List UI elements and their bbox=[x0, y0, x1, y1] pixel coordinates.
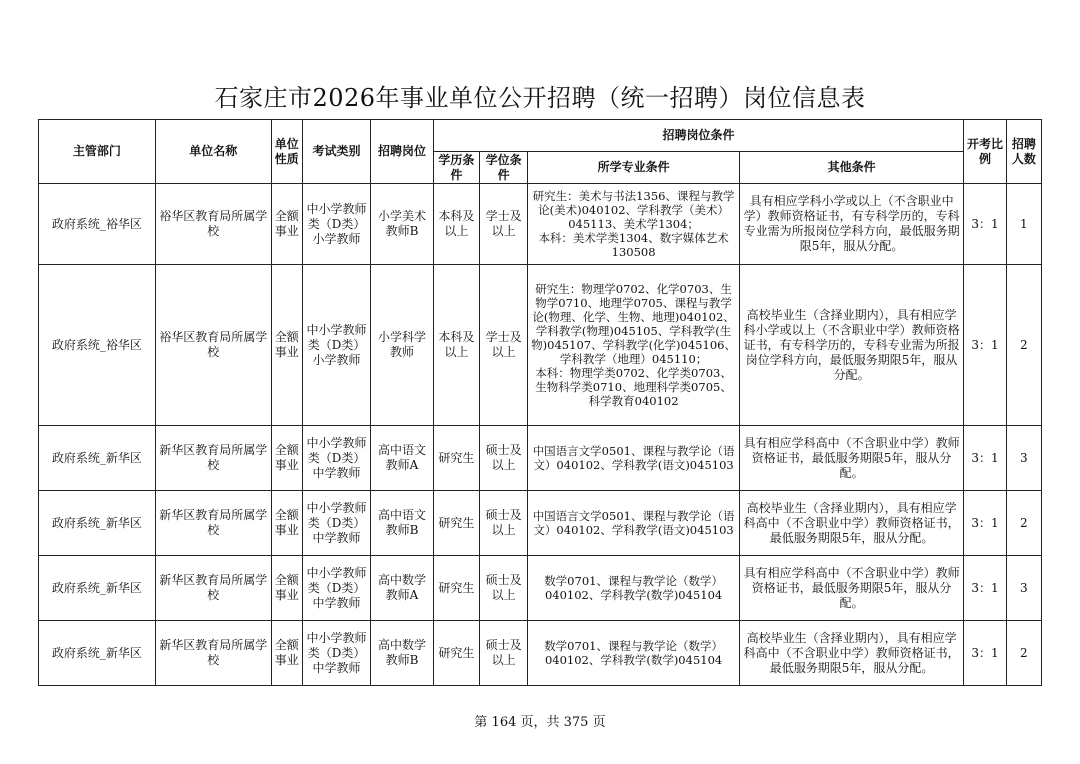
cell-count: 3 bbox=[1006, 556, 1041, 621]
header-major: 所学专业条件 bbox=[528, 152, 739, 184]
cell-education: 本科及以上 bbox=[433, 184, 479, 265]
cell-exam-type: 中小学教师类（D类）中学教师 bbox=[302, 621, 370, 686]
cell-unit: 新华区教育局所属学校 bbox=[155, 556, 271, 621]
cell-post: 高中语文教师A bbox=[371, 426, 433, 491]
cell-education: 研究生 bbox=[433, 426, 479, 491]
cell-degree: 硕士及以上 bbox=[480, 426, 528, 491]
cell-post: 高中数学教师B bbox=[371, 621, 433, 686]
header-ratio: 开考比例 bbox=[964, 120, 1006, 184]
cell-unit: 裕华区教育局所属学校 bbox=[155, 184, 271, 265]
cell-nature: 全额事业 bbox=[271, 426, 302, 491]
header-other: 其他条件 bbox=[739, 152, 964, 184]
header-education: 学历条件 bbox=[433, 152, 479, 184]
cell-degree: 学士及以上 bbox=[480, 265, 528, 426]
cell-ratio: 3：1 bbox=[964, 426, 1006, 491]
cell-major: 数学0701、课程与教学论（数学）040102、学科教学(数学)045104 bbox=[528, 556, 739, 621]
header-exam-type: 考试类别 bbox=[302, 120, 370, 184]
table-row bbox=[39, 184, 1042, 265]
cell-unit: 新华区教育局所属学校 bbox=[155, 426, 271, 491]
cell-ratio: 3：1 bbox=[964, 621, 1006, 686]
cell-education: 本科及以上 bbox=[433, 265, 479, 426]
cell-nature: 全额事业 bbox=[271, 621, 302, 686]
cell-major: 中国语言文学0501、课程与教学论（语文）040102、学科教学(语文)045103 bbox=[528, 491, 739, 556]
cell-post: 小学美术教师B bbox=[371, 184, 433, 265]
cell-education: 研究生 bbox=[433, 556, 479, 621]
cell-ratio: 3：1 bbox=[964, 265, 1006, 426]
header-dept: 主管部门 bbox=[39, 120, 156, 184]
page-title: 石家庄市2026年事业单位公开招聘（统一招聘）岗位信息表 bbox=[214, 84, 866, 112]
cell-degree: 学士及以上 bbox=[480, 184, 528, 265]
cell-nature: 全额事业 bbox=[271, 265, 302, 426]
cell-ratio: 3：1 bbox=[964, 184, 1006, 265]
cell-exam-type: 中小学教师类（D类）中学教师 bbox=[302, 491, 370, 556]
header-nature: 单位性质 bbox=[271, 120, 302, 184]
cell-count: 2 bbox=[1006, 265, 1041, 426]
cell-dept: 政府系统_新华区 bbox=[39, 556, 156, 621]
cell-exam-type: 中小学教师类（D类）小学教师 bbox=[302, 184, 370, 265]
job-table bbox=[38, 119, 1042, 686]
table-row bbox=[39, 265, 1042, 426]
cell-dept: 政府系统_新华区 bbox=[39, 491, 156, 556]
cell-degree: 硕士及以上 bbox=[480, 491, 528, 556]
cell-dept: 政府系统_新华区 bbox=[39, 621, 156, 686]
cell-education: 研究生 bbox=[433, 491, 479, 556]
cell-other: 具有相应学科高中（不含职业中学）教师资格证书，最低服务期限5年，服从分配。 bbox=[739, 426, 964, 491]
cell-unit: 新华区教育局所属学校 bbox=[155, 621, 271, 686]
header-conditions: 招聘岗位条件 bbox=[433, 120, 964, 152]
cell-major: 研究生：美术与书法1356、课程与教学论(美术)040102、学科教学（美术）045113、美术学1304； 本科：美术学类1304、数字媒体艺术130508 bbox=[528, 184, 739, 265]
cell-other: 具有相应学科高中（不含职业中学）教师资格证书，最低服务期限5年，服从分配。 bbox=[739, 556, 964, 621]
cell-ratio: 3：1 bbox=[964, 556, 1006, 621]
header-unit: 单位名称 bbox=[155, 120, 271, 184]
cell-exam-type: 中小学教师类（D类）中学教师 bbox=[302, 556, 370, 621]
cell-exam-type: 中小学教师类（D类）中学教师 bbox=[302, 426, 370, 491]
cell-count: 2 bbox=[1006, 621, 1041, 686]
cell-major: 研究生：物理学0702、化学0703、生物学0710、地理学0705、课程与教学论(物理、化学、生物、地理)040102、学科教学(物理)045105、学科教学(生物)045107、学科教学(化学)045106、学科教学（地理）045110； 本科：物理学类0702、化学类0703、生物科学类0710、地理科学类0705、科学教育040102 bbox=[528, 265, 739, 426]
cell-major: 数学0701、课程与教学论（数学）040102、学科教学(数学)045104 bbox=[528, 621, 739, 686]
cell-nature: 全额事业 bbox=[271, 184, 302, 265]
cell-dept: 政府系统_裕华区 bbox=[39, 265, 156, 426]
cell-other: 高校毕业生（含择业期内），具有相应学科高中（不含职业中学）教师资格证书，最低服务期限5年，服从分配。 bbox=[739, 621, 964, 686]
header-post: 招聘岗位 bbox=[371, 120, 433, 184]
table-row bbox=[39, 621, 1042, 686]
cell-post: 高中语文教师B bbox=[371, 491, 433, 556]
cell-nature: 全额事业 bbox=[271, 491, 302, 556]
cell-dept: 政府系统_新华区 bbox=[39, 426, 156, 491]
cell-other: 高校毕业生（含择业期内），具有相应学科小学或以上（不含职业中学）教师资格证书，有专科学历的，专科专业需为所报岗位学科方向，最低服务期限5年，服从分配。 bbox=[739, 265, 964, 426]
cell-other: 高校毕业生（含择业期内），具有相应学科高中（不含职业中学）教师资格证书，最低服务期限5年，服从分配。 bbox=[739, 491, 964, 556]
cell-count: 3 bbox=[1006, 426, 1041, 491]
cell-ratio: 3：1 bbox=[964, 491, 1006, 556]
cell-unit: 新华区教育局所属学校 bbox=[155, 491, 271, 556]
header-degree: 学位条件 bbox=[480, 152, 528, 184]
cell-exam-type: 中小学教师类（D类）小学教师 bbox=[302, 265, 370, 426]
cell-post: 小学科学教师 bbox=[371, 265, 433, 426]
cell-unit: 裕华区教育局所属学校 bbox=[155, 265, 271, 426]
table-row bbox=[39, 426, 1042, 491]
cell-degree: 硕士及以上 bbox=[480, 621, 528, 686]
cell-nature: 全额事业 bbox=[271, 556, 302, 621]
table-row bbox=[39, 491, 1042, 556]
table-row bbox=[39, 556, 1042, 621]
cell-major: 中国语言文学0501、课程与教学论（语文）040102、学科教学(语文)045103 bbox=[528, 426, 739, 491]
header-count: 招聘人数 bbox=[1006, 120, 1041, 184]
cell-post: 高中数学教师A bbox=[371, 556, 433, 621]
cell-count: 1 bbox=[1006, 184, 1041, 265]
cell-count: 2 bbox=[1006, 491, 1041, 556]
cell-education: 研究生 bbox=[433, 621, 479, 686]
cell-other: 具有相应学科小学或以上（不含职业中学）教师资格证书，有专科学历的，专科专业需为所报岗位学科方向，最低服务期限5年，服从分配。 bbox=[739, 184, 964, 265]
cell-dept: 政府系统_裕华区 bbox=[39, 184, 156, 265]
page-number: 第 164 页，共 375 页 bbox=[474, 715, 606, 730]
cell-degree: 硕士及以上 bbox=[480, 556, 528, 621]
